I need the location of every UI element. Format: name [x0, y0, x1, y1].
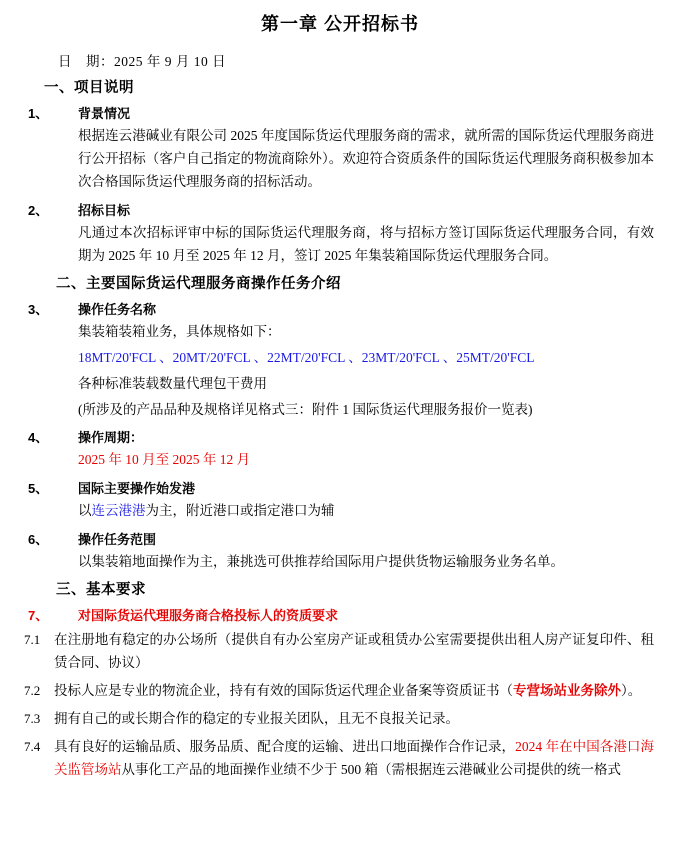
- subitem-7-2: [0, 680, 680, 703]
- item-title-6: 操作任务范围: [78, 532, 157, 548]
- subitem-7-2-highlight: 专营场站业务除外: [513, 683, 621, 699]
- section-heading-3: 三、基本要求: [56, 582, 146, 599]
- item-heading-5: [0, 478, 680, 497]
- document-page: [0, 10, 680, 847]
- subitem-7-3: [0, 708, 680, 731]
- date-line: 日 期：2025 年 9 月 10 日: [58, 54, 227, 69]
- item-5-paragraph: 以连云港港为主，附近港口或指定港口为辅: [78, 503, 335, 519]
- subitem-7-2-prefix: 投标人应是专业的物流企业，持有有效的国际货运代理企业备案等资质证书（: [54, 683, 513, 699]
- item-2-paragraph: 凡通过本次招标评审中标的国际货运代理服务商，将与招标方签订国际货运代理服务合同，有效期为 2025 年 10 月至 2025 年 12 月，签订 2025 年集装箱国际货运代理服务合同。: [78, 224, 654, 263]
- subitem-number-7-3: 7.3: [24, 711, 41, 727]
- subitem-text-7-1: 在注册地有稳定的办公场所（提供自有办公室房产证或租赁办公室需要提供出租人房产证复印件、租赁合同、协议）: [54, 632, 654, 671]
- item-heading-4: [0, 427, 680, 446]
- subitem-7-4-prefix: 具有良好的运输品质、服务品质、配合度的运输、进出口地面操作合作记录，: [54, 739, 516, 754]
- item-4-period: 2025 年 10 月至 2025 年 12 月: [78, 452, 251, 468]
- item-heading-6: [0, 529, 680, 548]
- item-number-4: 4、: [28, 430, 49, 446]
- item-3-paragraph-2: 各种标准装载数量代理包干费用: [78, 375, 267, 391]
- item-1-paragraph: 根据连云港碱业有限公司 2025 年度国际货运代理服务商的需求，就所需的国际货运代理服务商进行公开招标（客户自己指定的物流商除外）。欢迎符合资质条件的国际货运代理服务商积极参加本次合格国际货运代理服务商的招标活动。: [78, 128, 654, 189]
- subitem-7-4-suffix: 从事化工产品的地面操作业绩不少于 500 箱（需根据连云港碱业公司提供的统一格式: [121, 761, 621, 777]
- port-name: 连云港港: [91, 503, 146, 519]
- item-3-paragraph-1: 集装箱装箱业务，具体规格如下：: [78, 323, 281, 339]
- subitem-7-2-suffix: ）。: [621, 683, 642, 699]
- subitem-7-4: [0, 736, 680, 782]
- item-number-6: 6、: [28, 532, 49, 548]
- item-heading-2: [0, 200, 680, 219]
- item-title-7: 对国际货运代理服务商合格投标人的资质要求: [78, 608, 339, 624]
- item-number-1: 1、: [28, 106, 49, 121]
- subitem-text-7-2: [54, 680, 680, 703]
- section-heading-1: 一、项目说明: [44, 80, 134, 96]
- item-number-2: 2、: [28, 202, 49, 218]
- item-title-3: 操作任务名称: [78, 301, 157, 317]
- item-3-paragraph-3: (所涉及的产品品种及规格详见格式三：附件 1 国际货运代理服务报价一览表): [78, 401, 533, 417]
- item-heading-1: [0, 103, 680, 122]
- subitem-number-7-1: 7.1: [24, 632, 41, 648]
- section-heading-2: 二、主要国际货运代理服务商操作任务介绍: [56, 275, 341, 292]
- item-title-2: 招标目标: [78, 202, 131, 218]
- item-title-5: 国际主要操作始发港: [78, 481, 196, 497]
- item-title-4: 操作周期：: [78, 430, 144, 446]
- item-heading-7: [0, 605, 680, 624]
- subitem-number-7-2: 7.2: [24, 683, 41, 699]
- item-3-specs: 18MT/20'FCL 、20MT/20'FCL 、22MT/20'FCL 、23MT/20'FCL 、25MT/20'FCL: [78, 349, 535, 365]
- item-number-7: 7、: [28, 608, 49, 624]
- item-title-1: 背景情况: [78, 106, 131, 121]
- item-6-paragraph: 以集装箱地面操作为主，兼挑选可供推荐给国际用户提供货物运输服务业务名单。: [78, 554, 564, 570]
- subitem-number-7-4: 7.4: [24, 739, 41, 754]
- subitem-7-1: [0, 629, 680, 675]
- subitem-text-7-3: 拥有自己的或长期合作的稳定的专业报关团队，且无不良报关记录。: [54, 711, 459, 727]
- subitem-7-4-highlight: 2024 年在中国各港口海关监管场站: [54, 739, 654, 777]
- item-number-3: 3、: [28, 301, 49, 317]
- item-number-5: 5、: [28, 481, 49, 497]
- page-title: 第一章 公开招标书: [260, 14, 419, 34]
- subitem-text-7-4: [54, 736, 680, 782]
- item-heading-3: [0, 299, 680, 318]
